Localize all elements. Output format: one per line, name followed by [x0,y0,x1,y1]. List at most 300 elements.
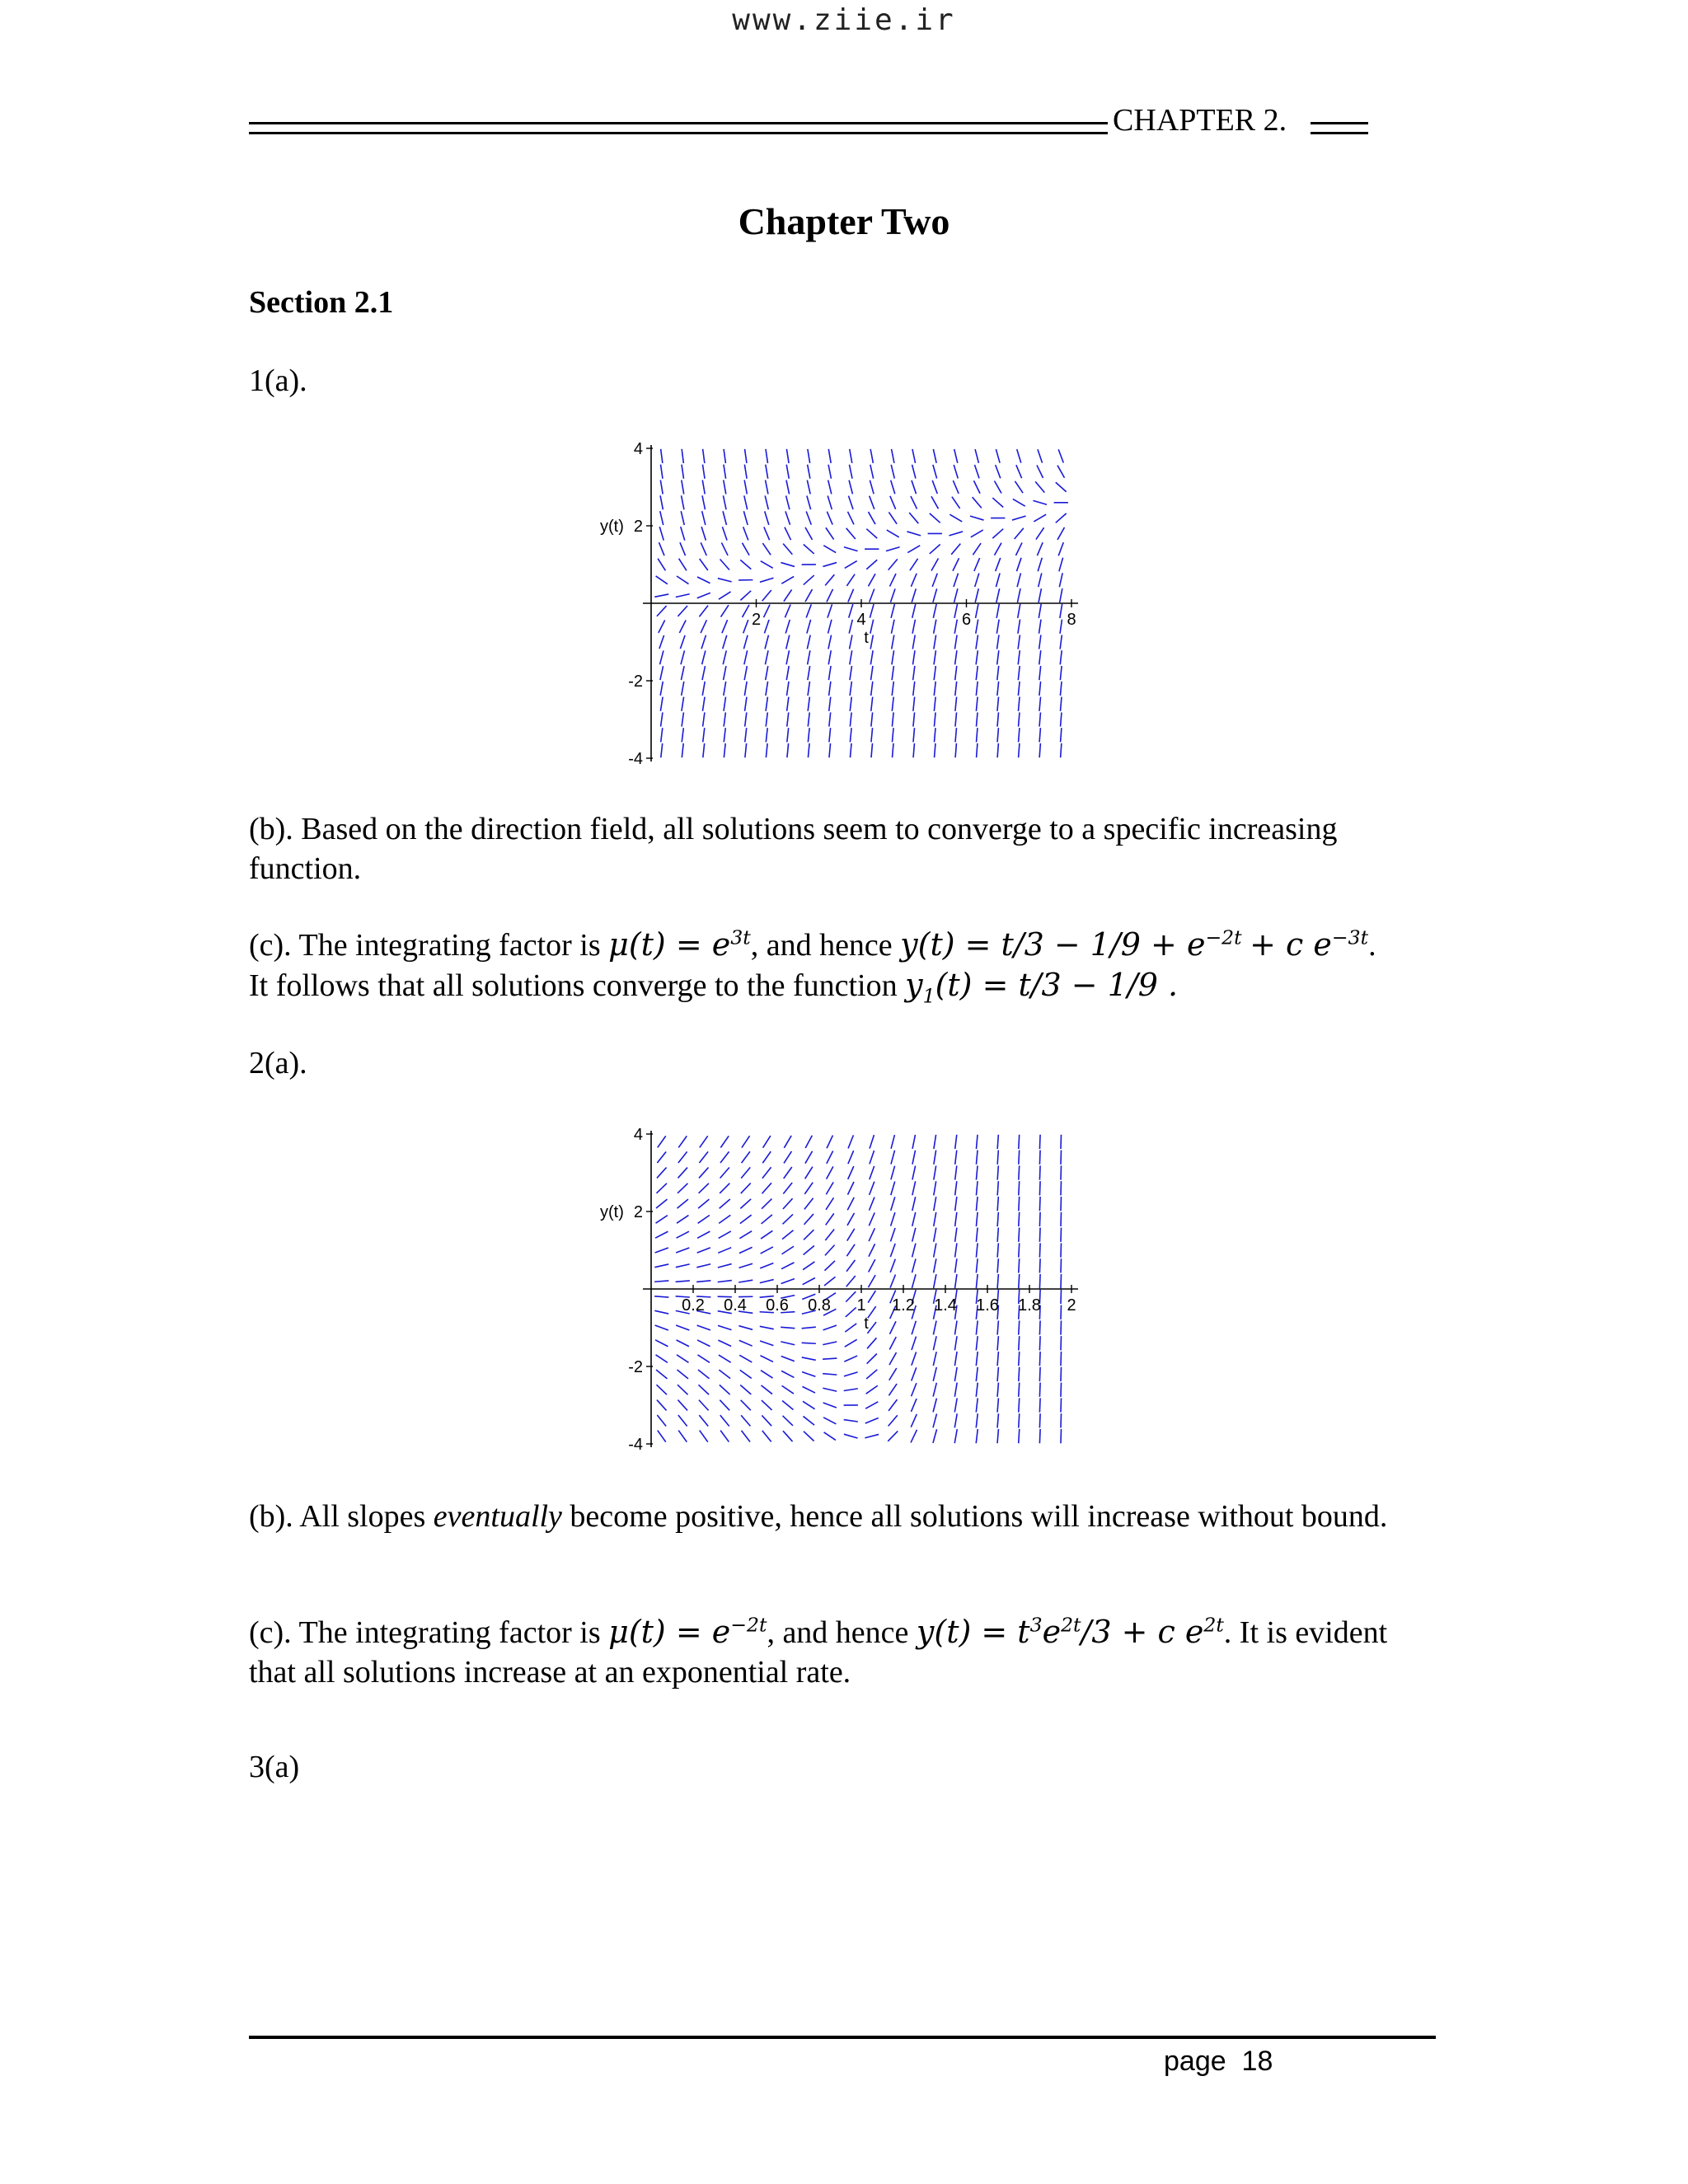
field-arrow [912,1244,916,1258]
field-arrow [823,563,837,567]
field-arrow [912,465,916,479]
field-arrow [1059,558,1063,572]
y-tick-label: 4 [633,1126,643,1144]
field-arrow [870,496,874,509]
field-arrow [890,1244,895,1257]
field-arrow [1061,1336,1062,1350]
field-arrow [954,1336,957,1350]
field-arrow [997,1336,998,1350]
field-arrow [766,682,768,696]
field-arrow [930,544,940,553]
field-arrow [955,1165,957,1179]
field-arrow [1019,1383,1020,1397]
x-tick-label: 6 [961,611,972,629]
field-arrow [1039,1336,1040,1350]
field-arrow [1039,588,1041,602]
field-arrow [762,590,771,601]
field-arrow [682,712,683,726]
field-arrow [742,543,749,555]
field-arrow [976,1151,978,1165]
field-arrow [889,1352,897,1365]
field-arrow [762,1400,772,1410]
field-arrow [892,650,894,664]
field-arrow [973,543,981,555]
field-arrow [1039,1413,1040,1427]
field-arrow [847,1182,854,1195]
field-arrow [766,666,768,680]
field-arrow [658,1431,666,1442]
field-arrow [1059,573,1062,587]
field-arrow [976,1367,978,1381]
field-arrow [766,465,768,479]
p1c-lead: (c). The integrating factor is [249,928,601,963]
field-arrow [1039,682,1041,696]
y-tick-label: -4 [628,750,643,768]
field-arrow [1019,1212,1020,1226]
field-arrow [870,650,873,664]
field-arrow [1018,650,1020,664]
field-arrow [870,1182,874,1195]
field-arrow [913,666,915,680]
field-arrow [696,1264,710,1268]
field-arrow [867,1338,876,1348]
field-arrow [703,712,705,726]
field-arrow [889,1321,896,1334]
field-arrow [784,1151,791,1164]
field-arrow [700,1136,708,1147]
field-arrow [657,1168,667,1179]
field-arrow [740,591,751,601]
field-arrow [829,743,831,757]
field-arrow [1019,743,1020,757]
field-arrow [738,1280,753,1282]
field-arrow [1039,1243,1040,1257]
field-arrow [827,1136,832,1149]
field-arrow [1039,620,1041,634]
field-arrow [744,480,747,494]
field-arrow [889,574,896,587]
field-arrow [973,480,980,494]
field-arrow [1037,542,1043,555]
field-arrow [760,1341,773,1346]
field-arrow [1061,1320,1062,1334]
p1c-y1: y [905,967,923,1003]
field-arrow [739,1263,753,1268]
field-arrow [824,1277,835,1286]
field-arrow [992,529,1003,538]
field-arrow [846,574,855,586]
field-arrow [659,635,664,649]
field-arrow [760,1326,774,1329]
field-arrow [1039,1367,1040,1381]
field-arrow [997,1197,998,1211]
field-arrow [743,511,748,525]
field-arrow [765,650,768,664]
field-arrow [762,1215,772,1224]
field-arrow [912,1258,916,1272]
field-arrow [891,1151,895,1165]
field-arrow [934,1274,936,1288]
x-axis-label: t [864,1315,869,1333]
field-arrow [724,480,726,494]
field-arrow [955,650,957,664]
field-arrow [806,512,811,525]
field-arrow [848,496,853,509]
field-arrow [719,592,731,599]
problem-2b-text [249,1497,1436,1536]
field-arrow [892,682,893,696]
page-footer [1164,2046,1273,2078]
field-arrow [913,728,915,742]
field-arrow [868,1291,875,1303]
field-arrow [786,635,790,649]
field-arrow [1061,1228,1062,1242]
p1c-mu-exp: 3t [730,926,751,949]
field-arrow [848,589,854,602]
field-arrow [868,1275,875,1287]
y-axis-label: y(t) [600,1203,624,1221]
field-arrow [950,514,962,522]
field-arrow [870,1151,874,1164]
field-arrow [766,449,768,463]
field-arrow [865,1402,878,1408]
field-arrow [740,1215,752,1223]
field-arrow [911,1430,917,1443]
field-arrow [787,697,789,711]
field-arrow [845,1324,856,1332]
field-arrow [912,1383,917,1396]
field-arrow [871,743,873,757]
field-arrow [933,1429,937,1443]
field-arrow [699,1168,709,1179]
field-arrow [933,604,936,618]
field-arrow [740,1199,751,1209]
field-arrow [723,495,726,509]
field-arrow [654,1310,668,1314]
field-arrow [992,498,1003,507]
p1c-line2: It follows that all solutions converge to the function [249,968,898,1003]
field-arrow [787,743,789,757]
field-arrow [1019,1197,1020,1211]
field-arrow [802,1372,815,1377]
field-arrow [765,635,768,649]
field-arrow [912,1151,916,1165]
field-arrow [976,682,978,696]
field-arrow [743,605,749,617]
field-arrow [697,1325,710,1330]
p1c-sol-exp1: −2t [1205,926,1242,949]
field-arrow [996,558,1001,571]
field-arrow [1039,743,1040,757]
field-arrow [808,465,810,479]
field-arrow [1039,1258,1040,1272]
field-arrow [740,1370,752,1378]
field-arrow [846,1307,856,1317]
p2c-sol-exp1: 3 [1029,1613,1043,1637]
field-arrow [955,1243,957,1257]
field-arrow [976,1243,978,1257]
field-arrow [828,604,832,617]
field-arrow [656,1370,667,1379]
field-arrow [997,1413,998,1427]
field-arrow [697,1248,710,1253]
field-arrow [699,606,708,617]
field-arrow [659,542,664,555]
problem-1c-text: (c). The integrating factor is $\mu(t) = e^{3t}$, and hence $y(t) = t/3 - 1/9 + e^{-2t} + c$ $e^{-3t}$. It follows that all solutions converge to the function $y_1(t) = t/3 - 1/9$ . [249,926,1376,1008]
field-arrow [1019,1181,1020,1195]
field-arrow [677,1355,688,1363]
field-arrow [1039,1212,1040,1226]
field-arrow [1019,1320,1020,1334]
field-arrow [1019,1413,1020,1427]
field-arrow [697,1231,710,1238]
field-arrow [912,1337,916,1350]
field-arrow [825,574,834,585]
field-arrow [933,1352,936,1366]
field-arrow [761,1230,772,1239]
field-arrow [846,1260,855,1272]
field-arrow [698,1216,710,1224]
field-arrow [785,620,790,634]
field-arrow [701,527,706,540]
field-arrow [827,512,832,525]
y-tick-label: -2 [628,673,643,691]
field-arrow [656,1355,668,1363]
problem-2a-label: 2(a). [249,1046,307,1080]
field-arrow [783,1416,793,1426]
problem-2c-text [249,1612,1436,1692]
field-arrow [912,1321,916,1334]
field-arrow [1015,528,1024,539]
field-arrow [805,1136,812,1148]
field-arrow [766,697,767,711]
field-arrow [1060,620,1062,634]
field-arrow [1057,466,1065,478]
field-arrow [954,588,958,602]
field-arrow [682,480,684,494]
field-arrow [1015,542,1022,555]
field-arrow [682,682,684,696]
field-arrow [871,666,873,680]
field-arrow [766,743,767,757]
field-arrow [865,1418,879,1424]
field-arrow [1033,500,1047,504]
p1c-y1-sub: 1 [922,984,935,1008]
field-arrow [655,1248,668,1253]
field-arrow [804,1432,814,1441]
field-arrow [762,1151,771,1163]
field-arrow [913,682,915,696]
field-arrow [871,728,873,742]
page-label: page [1164,2046,1226,2077]
field-arrow [676,1248,689,1253]
problem-1b-text: (b). Based on the direction field, all solutions seem to converge to a specific increasing function. [249,812,1338,886]
field-arrow [845,1339,857,1347]
field-arrow [804,1230,814,1240]
field-arrow [909,513,918,523]
field-arrow [655,1231,668,1238]
field-arrow [808,666,810,680]
field-arrow [764,527,770,540]
field-arrow [828,449,831,463]
field-arrow [703,728,705,742]
field-arrow [720,1385,730,1394]
field-arrow [975,449,978,463]
field-arrow [887,530,899,537]
field-arrow [891,1166,895,1180]
field-arrow [826,527,834,539]
field-arrow [697,1355,710,1362]
field-arrow [911,1399,917,1412]
field-arrow [1039,712,1040,726]
field-arrow [807,495,811,509]
x-tick-label: 8 [1067,611,1076,629]
field-arrow [703,743,705,757]
field-arrow [678,1168,687,1179]
p1c-solution-2: + c e [1250,926,1332,963]
field-arrow [657,1385,668,1394]
field-arrow [976,1336,978,1350]
field-arrow [677,1340,689,1347]
field-arrow [997,1367,998,1381]
field-arrow [889,512,897,523]
field-arrow [997,712,999,726]
field-arrow [892,449,894,463]
field-arrow [682,465,684,479]
field-arrow [678,1385,688,1394]
field-arrow [997,743,998,757]
field-arrow [760,1263,773,1268]
field-arrow [866,529,877,538]
field-arrow [850,650,852,664]
field-arrow [697,1340,710,1347]
field-arrow [1017,588,1020,602]
field-arrow [745,697,747,711]
field-arrow [661,728,663,742]
field-arrow [934,1258,936,1272]
x-tick-label: 1.6 [976,1296,999,1315]
field-arrow [912,1228,916,1242]
field-arrow [1012,516,1026,520]
field-arrow [1035,481,1044,492]
field-arrow [718,579,732,582]
field-arrow [761,1371,773,1378]
field-arrow [912,1166,916,1180]
field-arrow [954,1413,957,1427]
x-tick-label: 1.8 [1018,1296,1041,1315]
field-arrow [784,1167,792,1179]
field-arrow [868,1306,876,1318]
field-arrow [782,1246,794,1254]
field-arrow [891,620,894,634]
field-arrow [805,1151,813,1164]
field-arrow [954,574,959,587]
field-arrow [807,635,810,649]
field-arrow [825,1229,834,1240]
field-arrow [889,1415,898,1426]
field-arrow [699,1183,709,1193]
field-arrow [934,1197,936,1211]
p2c-sol-e: e [1042,1614,1062,1650]
field-arrow [954,604,958,618]
field-arrow [682,743,683,757]
field-arrow [828,666,831,680]
field-arrow [891,1182,895,1196]
field-arrow [997,1165,998,1179]
field-arrow [952,497,960,509]
field-arrow [848,1166,854,1179]
field-arrow [889,1399,897,1411]
field-arrow [951,544,960,555]
field-arrow [1061,697,1062,711]
field-arrow [808,712,809,726]
field-arrow [744,666,747,680]
field-arrow [870,589,874,602]
field-arrow [657,1151,666,1163]
field-arrow [933,1321,936,1335]
field-arrow [849,465,852,479]
x-tick-label: 1.2 [892,1296,915,1315]
field-arrow [997,1274,998,1288]
field-arrow [678,1400,687,1411]
field-arrow [762,1431,771,1441]
p2c-sol-exp2: 2t [1061,1613,1081,1637]
field-arrow [955,728,956,742]
field-arrow [658,559,665,571]
field-arrow [870,1166,874,1179]
field-arrow [783,1431,793,1441]
field-arrow [724,712,725,726]
field-arrow [976,1320,978,1334]
field-arrow [803,1278,815,1285]
field-arrow [846,1276,856,1286]
x-tick-label: 0.2 [682,1296,705,1315]
field-arrow [934,1135,936,1149]
field-arrow [954,1429,957,1443]
field-arrow [865,1434,879,1437]
field-arrow [871,712,873,726]
field-arrow [976,712,978,726]
field-arrow [760,1280,774,1283]
field-arrow [823,1342,837,1345]
field-arrow [804,1198,814,1210]
field-arrow [955,1135,957,1149]
field-arrow [892,728,893,742]
field-arrow [997,1352,998,1366]
field-arrow [661,465,663,479]
field-arrow [974,558,980,571]
field-arrow [682,495,684,509]
field-arrow [869,1228,874,1241]
field-arrow [1060,650,1062,664]
field-arrow [762,1167,771,1179]
y-tick-label: 2 [633,1203,643,1221]
field-arrow [720,1167,729,1178]
field-arrow [1056,482,1067,491]
field-arrow [1039,1135,1040,1149]
field-arrow [1019,1228,1020,1242]
field-arrow [1039,1383,1040,1397]
field-arrow [890,588,895,602]
field-arrow [786,480,790,494]
field-arrow [823,1325,837,1330]
field-arrow [783,544,792,555]
field-arrow [781,1357,795,1361]
field-arrow [680,635,685,649]
field-arrow [912,1197,916,1211]
field-arrow [1061,743,1062,757]
field-arrow [1061,1383,1062,1397]
